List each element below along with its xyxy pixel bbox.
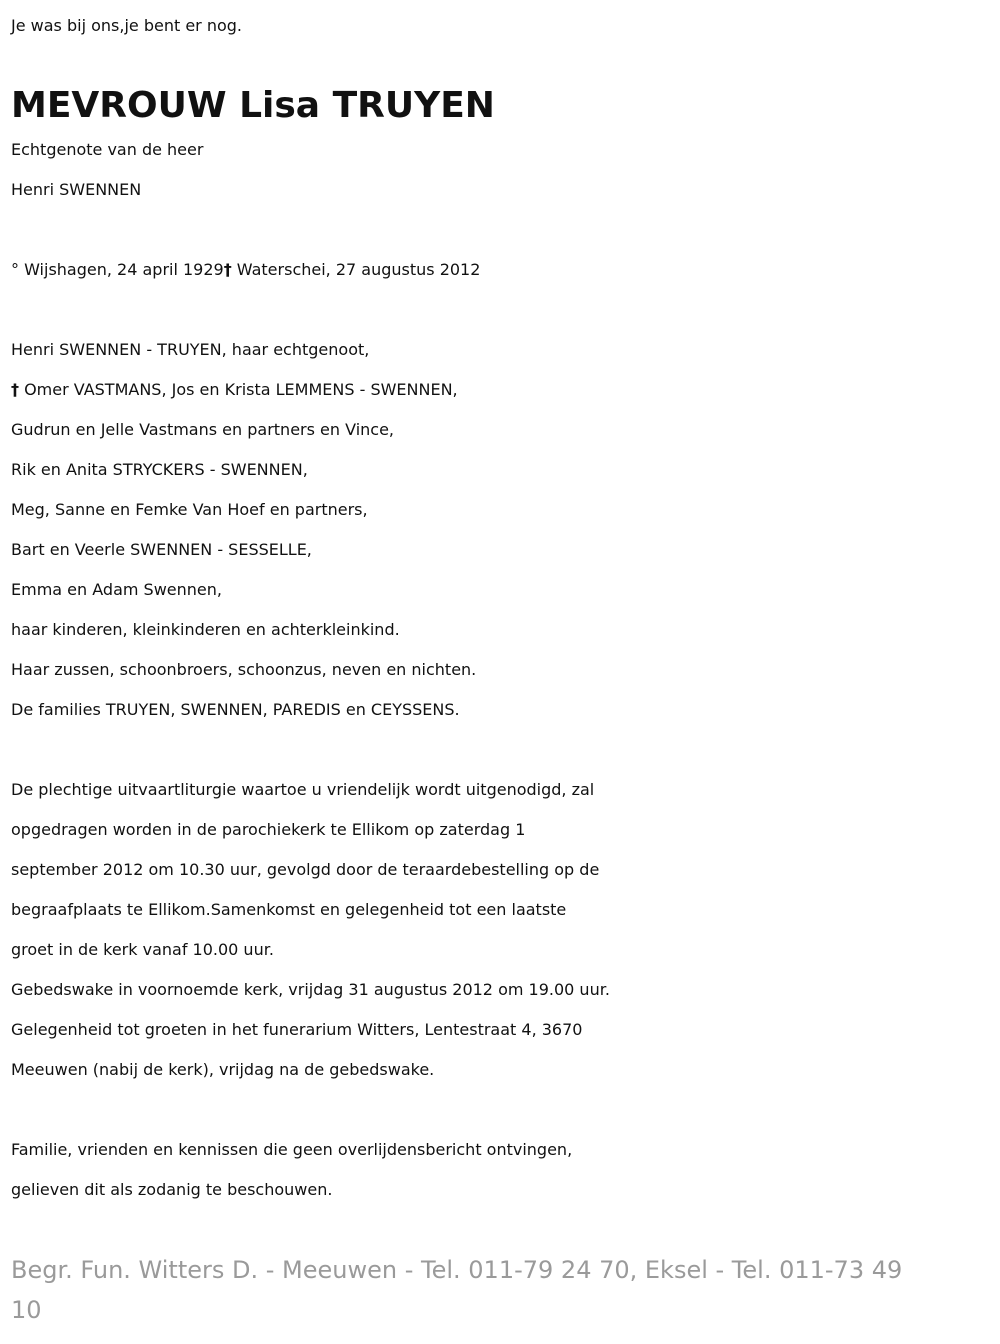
- cross-icon: †: [223, 260, 232, 279]
- ceremony-line: groet in de kerk vanaf 10.00 uur.: [11, 940, 274, 959]
- ceremony-line: De plechtige uitvaartliturgie waartoe u vriendelijk wordt uitgenodigd, zal: [11, 780, 595, 799]
- footer-line: 10: [11, 1296, 42, 1324]
- notice-paragraph: [11, 1130, 991, 1210]
- ceremony-line: opgedragen worden in de parochiekerk te Ellikom op zaterdag 1: [11, 820, 526, 839]
- ceremony-paragraph: [11, 770, 991, 1090]
- family-line: haar kinderen, kleinkinderen en achterkleinkind.: [11, 620, 400, 639]
- family-line: Emma en Adam Swennen,: [11, 580, 222, 599]
- spacer: [11, 1090, 991, 1130]
- family-line: Meg, Sanne en Femke Van Hoef en partners,: [11, 500, 368, 519]
- obituary-document: [11, 6, 991, 1330]
- family-line: [11, 370, 991, 410]
- birth-date: ° Wijshagen, 24 april 1929: [11, 260, 224, 279]
- family-line: Rik en Anita STRYCKERS - SWENNEN,: [11, 460, 308, 479]
- motto-text: Je was bij ons,je bent er nog.: [11, 16, 242, 35]
- spacer: [11, 1210, 991, 1250]
- family-line: Gudrun en Jelle Vastmans en partners en Vince,: [11, 420, 395, 439]
- ceremony-line: Gelegenheid tot groeten in het funerarium Witters, Lentestraat 4, 3670: [11, 1020, 583, 1039]
- dates-line: [11, 250, 991, 290]
- family-line: Haar zussen, schoonbroers, schoonzus, neven en nichten.: [11, 660, 477, 679]
- cross-icon: †: [11, 380, 19, 399]
- family-line: De families TRUYEN, SWENNEN, PAREDIS en CEYSSENS.: [11, 700, 460, 719]
- spouse-line-1: Echtgenote van de heer: [11, 140, 204, 159]
- spacer: [11, 730, 991, 770]
- spacer: [11, 290, 991, 330]
- spouse-line-2: Henri SWENNEN: [11, 180, 142, 199]
- ceremony-line: begraafplaats te Ellikom.Samenkomst en gelegenheid tot een laatste: [11, 900, 567, 919]
- family-line: Bart en Veerle SWENNEN - SESSELLE,: [11, 540, 312, 559]
- family-line-text: Omer VASTMANS, Jos en Krista LEMMENS - SWENNEN,: [19, 380, 458, 399]
- footer-line: Begr. Fun. Witters D. - Meeuwen - Tel. 011-79 24 70, Eksel - Tel. 011-73 49: [11, 1256, 903, 1284]
- family-line: Henri SWENNEN - TRUYEN, haar echtgenoot,: [11, 340, 370, 359]
- family-list: [11, 330, 991, 730]
- ceremony-line: Meeuwen (nabij de kerk), vrijdag na de gebedswake.: [11, 1060, 435, 1079]
- notice-line: gelieven dit als zodanig te beschouwen.: [11, 1180, 333, 1199]
- notice-line: Familie, vrienden en kennissen die geen overlijdensbericht ontvingen,: [11, 1140, 573, 1159]
- ceremony-line: september 2012 om 10.30 uur, gevolgd door de teraardebestelling op de: [11, 860, 600, 879]
- ceremony-line: Gebedswake in voornoemde kerk, vrijdag 31 augustus 2012 om 19.00 uur.: [11, 980, 610, 999]
- spacer: [11, 210, 991, 250]
- deceased-name: MEVROUW Lisa TRUYEN: [11, 85, 495, 126]
- death-date: Waterschei, 27 augustus 2012: [231, 260, 481, 279]
- funeral-home-footer: [11, 1250, 991, 1330]
